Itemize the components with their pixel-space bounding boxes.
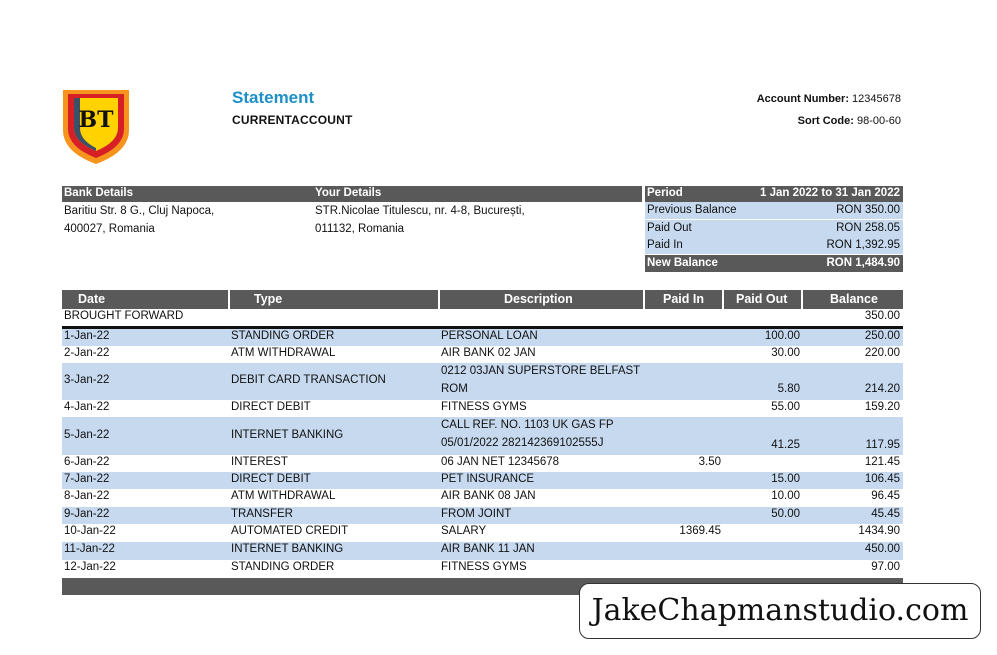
col-date: Date xyxy=(78,292,106,306)
row-paid-in: 3.50 xyxy=(698,456,721,468)
row-paid-out: 5.80 xyxy=(777,383,800,395)
watermark: JakeChapmanstudio.com xyxy=(579,583,981,639)
row-paid-out: 55.00 xyxy=(771,401,800,413)
table-row xyxy=(62,455,903,472)
period-row-value: RON 1,484.90 xyxy=(826,257,900,269)
row-date: 12-Jan-22 xyxy=(64,561,116,573)
row-description: 0212 03JAN SUPERSTORE BELFAST xyxy=(441,365,641,377)
row-date: 1-Jan-22 xyxy=(64,330,110,342)
col-divider xyxy=(643,290,645,309)
row-paid-out: 50.00 xyxy=(771,508,800,520)
table-row xyxy=(62,524,903,542)
sort-code-value: 98-00-60 xyxy=(856,115,901,127)
col-paid-out: Paid Out xyxy=(736,292,788,306)
row-balance: 121.45 xyxy=(864,456,900,468)
table-row xyxy=(62,329,903,346)
row-date: 6-Jan-22 xyxy=(64,456,110,468)
row-date: 9-Jan-22 xyxy=(64,508,110,520)
row-type: DIRECT DEBIT xyxy=(231,473,311,485)
row-type: DIRECT DEBIT xyxy=(231,401,311,413)
period-row-previous-balance xyxy=(645,202,903,219)
bank-address xyxy=(64,202,214,238)
row-date: 2-Jan-22 xyxy=(64,347,110,359)
row-balance: 96.45 xyxy=(871,490,900,502)
row-balance: 45.45 xyxy=(871,508,900,520)
col-description: Description xyxy=(504,292,573,306)
row-description-line2: ROM xyxy=(441,383,468,395)
bank-address-line1: Baritiu Str. 8 G., Cluj Napoca, xyxy=(64,205,215,217)
your-address xyxy=(315,202,525,238)
row-type: DEBIT CARD TRANSACTION xyxy=(231,374,386,386)
row-description: PERSONAL LOAN xyxy=(441,330,538,342)
row-type: STANDING ORDER xyxy=(231,330,335,342)
table-row xyxy=(62,400,903,417)
col-divider xyxy=(228,290,230,309)
account-number-value: 12345678 xyxy=(852,93,901,105)
row-paid-out: 41.25 xyxy=(771,439,800,451)
row-description: SALARY xyxy=(441,525,487,537)
col-divider xyxy=(438,290,440,309)
period-row-value: RON 258.05 xyxy=(836,222,900,234)
table-row xyxy=(62,507,903,524)
row-description-line2: 05/01/2022 282142369102555J xyxy=(441,437,604,449)
row-description: AIR BANK 02 JAN xyxy=(441,347,536,359)
row-balance: 159.20 xyxy=(864,401,900,413)
period-header xyxy=(645,186,903,202)
col-divider xyxy=(722,290,724,309)
period-row-label: Previous Balance xyxy=(647,204,737,216)
row-description: AIR BANK 08 JAN xyxy=(441,490,536,502)
bank-address-line2: 400027, Romania xyxy=(64,223,155,235)
details-header-bar xyxy=(62,186,642,202)
table-row xyxy=(62,489,903,507)
brought-forward-row xyxy=(62,309,903,326)
col-type: Type xyxy=(254,292,283,306)
brought-forward-label: BROUGHT FORWARD xyxy=(64,310,184,322)
statement-subtitle: CURRENTACCOUNT xyxy=(232,113,353,127)
account-info xyxy=(757,93,901,137)
your-details-heading: Your Details xyxy=(315,187,382,199)
period-row-paid-out xyxy=(645,220,903,237)
row-paid-out: 30.00 xyxy=(771,347,800,359)
row-paid-in: 1369.45 xyxy=(679,525,721,537)
bt-logo xyxy=(60,86,132,166)
row-balance: 106.45 xyxy=(864,473,900,485)
bt-logo-text: BT xyxy=(78,107,114,133)
period-row-value: RON 1,392.95 xyxy=(826,239,900,251)
transactions-header xyxy=(62,290,903,309)
row-description: FITNESS GYMS xyxy=(441,401,527,413)
table-row xyxy=(62,472,903,489)
period-value: 1 Jan 2022 to 31 Jan 2022 xyxy=(759,187,900,199)
row-paid-out: 10.00 xyxy=(771,490,800,502)
row-type: INTERNET BANKING xyxy=(231,543,344,555)
table-row xyxy=(62,346,903,363)
your-address-line1: STR.Nicolae Titulescu, nr. 4-8, București, xyxy=(315,205,525,217)
your-address-line2: 011132, Romania xyxy=(315,223,405,235)
row-paid-out: 15.00 xyxy=(771,473,800,485)
row-description: FITNESS GYMS xyxy=(441,561,527,573)
row-type: INTEREST xyxy=(231,456,288,468)
row-date: 10-Jan-22 xyxy=(64,525,116,537)
row-date: 3-Jan-22 xyxy=(64,374,110,386)
row-description: FROM JOINT xyxy=(441,508,512,520)
row-date: 7-Jan-22 xyxy=(64,473,110,485)
brought-forward-balance: 350.00 xyxy=(864,310,900,322)
row-description: AIR BANK 11 JAN xyxy=(441,543,535,555)
col-balance: Balance xyxy=(830,292,878,306)
row-date: 4-Jan-22 xyxy=(64,401,110,413)
table-row xyxy=(62,542,903,560)
account-number-row xyxy=(757,93,901,115)
period-label: Period xyxy=(647,187,683,199)
statement-title: Statement xyxy=(232,88,315,107)
account-number-label: Account Number: xyxy=(756,93,849,105)
row-description: CALL REF. NO. 1103 UK GAS FP xyxy=(441,419,614,431)
row-balance: 1434.90 xyxy=(858,525,900,537)
row-balance: 214.20 xyxy=(864,383,900,395)
row-balance: 250.00 xyxy=(864,330,900,342)
row-type: ATM WITHDRAWAL xyxy=(231,490,336,502)
table-row xyxy=(62,560,903,578)
bank-details-heading: Bank Details xyxy=(64,187,134,199)
row-balance: 97.00 xyxy=(871,561,900,573)
row-balance: 117.95 xyxy=(865,439,900,451)
period-row-new-balance xyxy=(645,255,903,272)
period-row-label: Paid In xyxy=(647,239,683,251)
period-row-label: New Balance xyxy=(647,257,718,269)
col-paid-in: Paid In xyxy=(663,292,704,306)
period-row-paid-in xyxy=(645,237,903,254)
row-type: TRANSFER xyxy=(231,508,293,520)
row-description: 06 JAN NET 12345678 xyxy=(441,456,560,468)
row-description: PET INSURANCE xyxy=(441,473,535,485)
period-row-value: RON 350.00 xyxy=(836,204,900,216)
col-divider xyxy=(801,290,803,309)
row-type: ATM WITHDRAWAL xyxy=(231,347,336,359)
row-date: 8-Jan-22 xyxy=(64,490,110,502)
row-date: 5-Jan-22 xyxy=(64,429,110,441)
row-type: STANDING ORDER xyxy=(231,561,335,573)
row-type: INTERNET BANKING xyxy=(231,429,344,441)
row-paid-out: 100.00 xyxy=(764,330,800,342)
table-row xyxy=(62,363,903,400)
table-row xyxy=(62,417,903,455)
row-balance: 220.00 xyxy=(864,347,900,359)
row-type: AUTOMATED CREDIT xyxy=(231,525,349,537)
period-row-label: Paid Out xyxy=(647,222,692,234)
row-balance: 450.00 xyxy=(864,543,900,555)
row-date: 11-Jan-22 xyxy=(64,543,115,555)
sort-code-label: Sort Code: xyxy=(797,115,854,127)
sort-code-row xyxy=(757,115,901,137)
